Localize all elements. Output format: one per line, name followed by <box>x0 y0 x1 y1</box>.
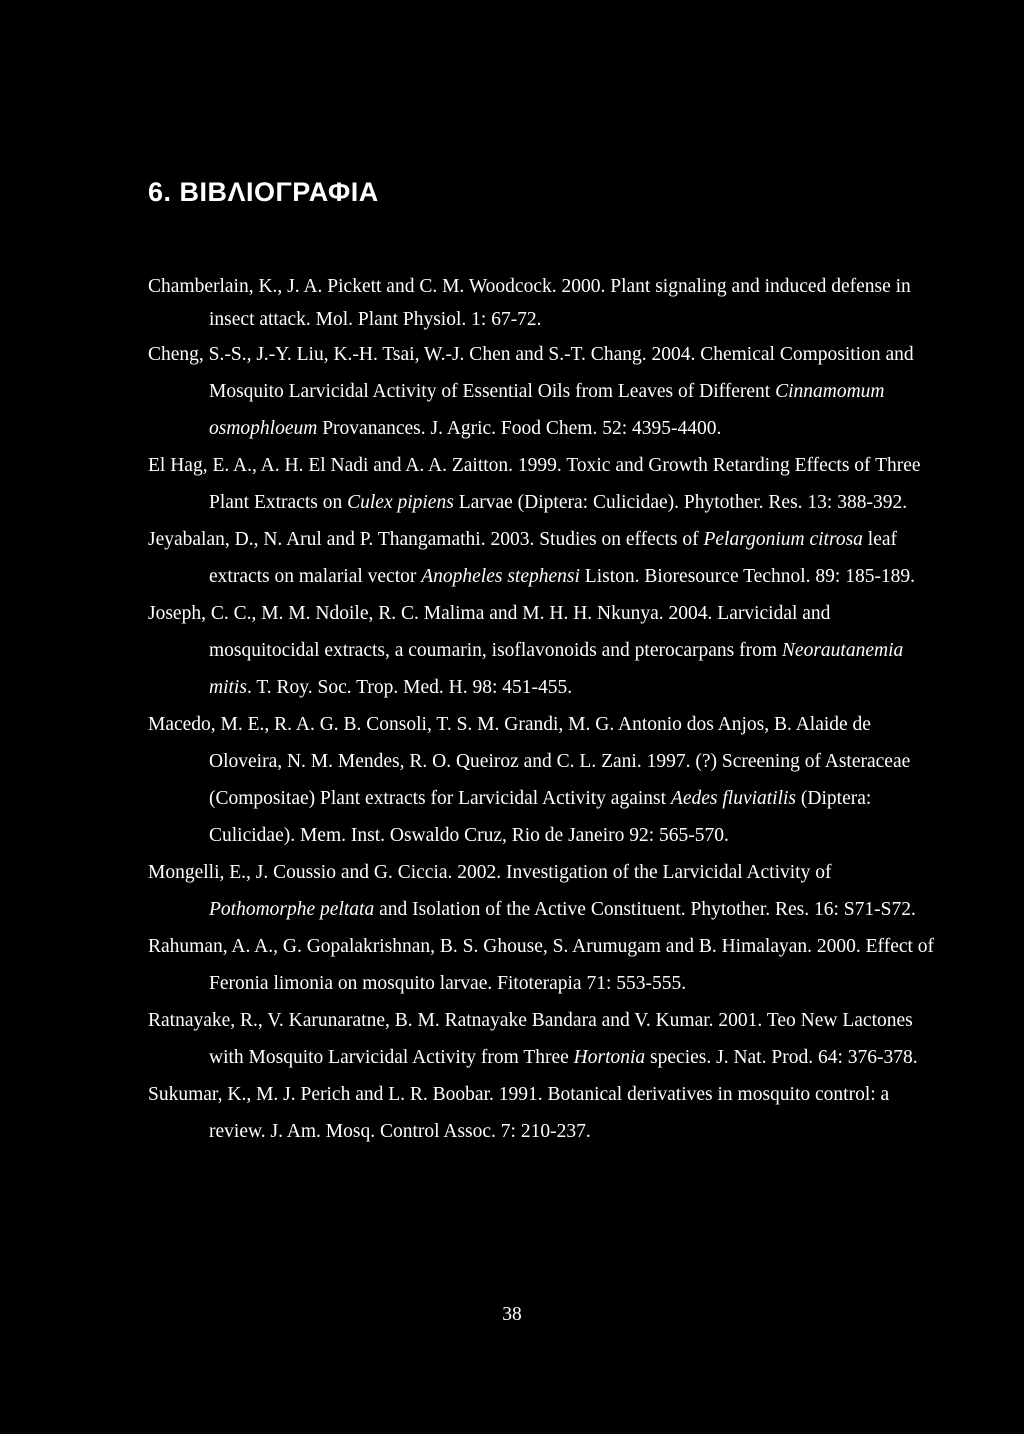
reference-text: Chamberlain, K., J. A. Pickett and C. M. Woodcock. 2000. Plant signaling and induced defense in insect attack. Mol. Plant Physiol. 1: 67-72. <box>148 276 911 330</box>
page-number: 38 <box>502 1304 522 1325</box>
reference-species-name: Pelargonium citrosa <box>703 529 863 550</box>
reference-el-hag <box>148 447 938 521</box>
reference-text: Joseph, C. C., M. M. Ndoile, R. C. Malima and M. H. H. Nkunya. 2004. Larvicidal and mosquitocidal extracts, a coumarin, isoflavonoids and pterocarpans from <box>148 603 831 661</box>
reference-text: Jeyabalan, D., N. Arul and P. Thangamathi. 2003. Studies on effects of <box>148 529 704 550</box>
reference-mongelli <box>148 854 938 928</box>
reference-text: Provanances. J. Agric. Food Chem. 52: 4395-4400. <box>317 418 722 439</box>
reference-species-name: Culex pipiens <box>347 492 454 513</box>
reference-text: El Hag, E. A., A. H. El Nadi and A. A. Zaitton. 1999. Toxic and Growth Retarding Effects of Three Plant Extracts on <box>148 455 921 513</box>
reference-species-name: Hortonia <box>573 1047 646 1068</box>
reference-text: Sukumar, K., M. J. Perich and L. R. Boobar. 1991. Botanical derivatives in mosquito control: a review. J. Am. Mosq. Control Assoc. 7: 210-237. <box>148 1084 890 1142</box>
reference-text: species. J. Nat. Prod. 64: 376-378. <box>645 1047 918 1068</box>
reference-text: Macedo, M. E., R. A. G. B. Consoli, T. S. M. Grandi, M. G. Antonio dos Anjos, B. Alaide de Oloveira, N. M. Mendes, R. O. Queiroz and C. L. Zani. 1997. (?) Screening of Asteraceae (Compositae) Plant extracts for Larvicidal Activity against <box>148 714 911 809</box>
reference-sukumar <box>148 1076 938 1150</box>
reference-list <box>148 271 938 1150</box>
reference-rahuman <box>148 928 938 1002</box>
reference-species-name: Aedes fluviatilis <box>670 788 797 809</box>
reference-text: leaf extracts on malarial vector <box>209 529 898 587</box>
reference-text: (Diptera: Culicidae). Mem. Inst. Oswaldo Cruz, Rio de Janeiro 92: 565-570. <box>209 788 872 846</box>
reference-species-name: Pothomorphe peltata <box>209 899 375 920</box>
reference-text: Ratnayake, R., V. Karunaratne, B. M. Ratnayake Bandara and V. Kumar. 2001. Teo New Lactones with Mosquito Larvicidal Activity from Three <box>148 1010 913 1068</box>
reference-text: Liston. Bioresource Technol. 89: 185-189. <box>579 566 916 587</box>
reference-text: Larvae (Diptera: Culicidae). Phytother. Res. 13: 388-392. <box>453 492 908 513</box>
reference-ratnayake <box>148 1002 938 1076</box>
reference-text: and Isolation of the Active Constituent. Phytother. Res. 16: S71-S72. <box>374 899 916 920</box>
reference-species-name: Cinnamomum osmophloeum <box>209 381 885 439</box>
reference-species-name: Anopheles stephensi <box>421 566 580 587</box>
reference-text: Mongelli, E., J. Coussio and G. Ciccia. 2002. Investigation of the Larvicidal Activity of <box>148 862 832 883</box>
reference-macedo <box>148 706 938 854</box>
reference-cheng <box>148 336 938 447</box>
reference-jeyabalan <box>148 521 938 595</box>
section-heading: 6. ΒΙΒΛΙΟΓΡΑΦΙΑ <box>148 177 379 207</box>
reference-chamberlain <box>148 271 938 336</box>
reference-joseph <box>148 595 938 706</box>
reference-text: Cheng, S.-S., J.-Y. Liu, K.-H. Tsai, W.-J. Chen and S.-T. Chang. 2004. Chemical Composition and Mosquito Larvicidal Activity of Essential Oils from Leaves of Different <box>148 344 914 402</box>
reference-text: Rahuman, A. A., G. Gopalakrishnan, B. S. Ghouse, S. Arumugam and B. Himalayan. 2000. Effect of Feronia limonia on mosquito larvae. Fitoterapia 71: 553-555. <box>148 936 935 994</box>
reference-text: . T. Roy. Soc. Trop. Med. H. 98: 451-455. <box>246 677 573 698</box>
reference-species-name: Neorautanemia mitis <box>209 640 904 698</box>
